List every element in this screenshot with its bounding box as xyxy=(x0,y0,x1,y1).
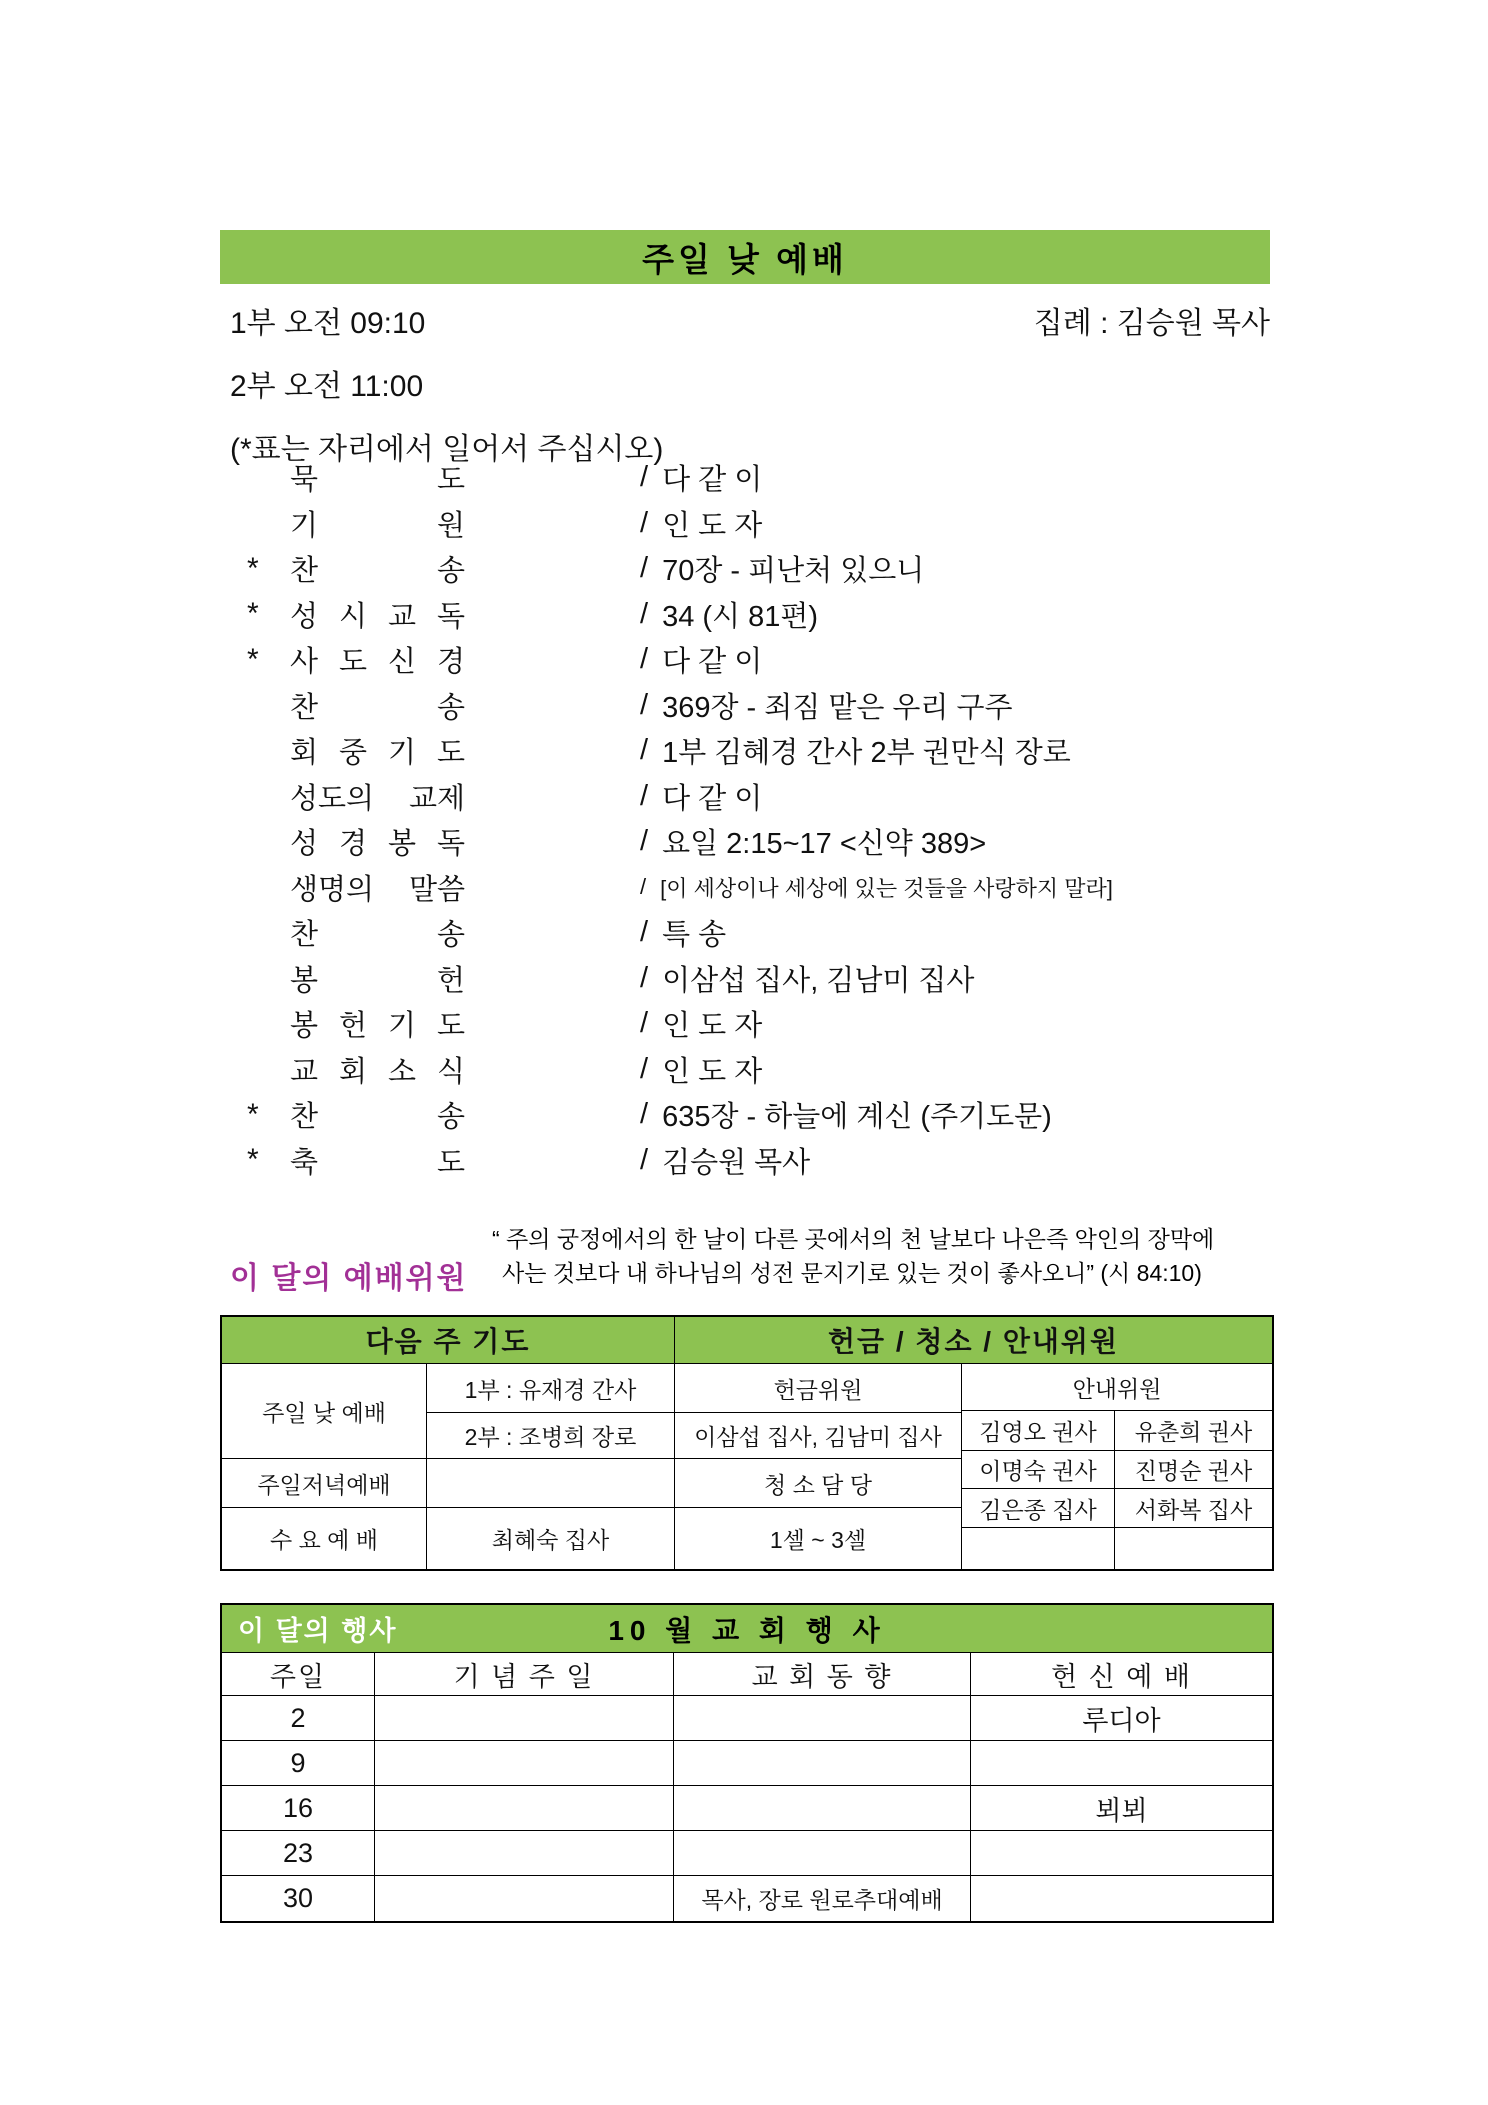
events-cell: 목사, 장로 원로추대예배 xyxy=(674,1876,971,1921)
committee-table-right xyxy=(962,1364,1272,1569)
events-section-label: 이 달의 행사 xyxy=(238,1616,398,1646)
cell-guide-member: 김영오 권사 xyxy=(962,1411,1115,1451)
service-item-value xyxy=(640,548,924,589)
cell-sunday-day-service: 주일 낮 예배 xyxy=(222,1364,427,1459)
events-cell xyxy=(375,1741,674,1786)
service-item-name: 찬 송 xyxy=(290,691,465,724)
officiant: 집례 : 김승원 목사 xyxy=(1033,307,1270,340)
cell-sunday-evening-service: 주일저녁예배 xyxy=(222,1459,427,1508)
cell-part2-prayer: 2부 : 조병희 장로 xyxy=(427,1413,675,1459)
cell-guide-member: 이명숙 권사 xyxy=(962,1451,1115,1489)
service-item-detail: 요일 2:15~17 <신약 389> xyxy=(662,828,987,861)
cell-offering-members: 이삼섭 집사, 김남미 집사 xyxy=(675,1413,962,1459)
committee-table xyxy=(220,1315,1274,1571)
service-item-value xyxy=(640,457,762,498)
events-cell xyxy=(674,1741,971,1786)
cell-guide-member: 유춘희 권사 xyxy=(1115,1411,1272,1451)
cell-cleaning-label: 청 소 담 당 xyxy=(675,1459,962,1508)
stand-note: (*표는 자리에서 일어서 주십시오) xyxy=(230,433,664,466)
events-table xyxy=(220,1603,1274,1923)
service-item xyxy=(220,592,1270,638)
cell-guide-member: 서화복 집사 xyxy=(1115,1489,1272,1528)
events-cell xyxy=(971,1876,1272,1921)
cell-wednesday-service: 수 요 예 배 xyxy=(222,1508,427,1569)
service-item-name: 묵 도 xyxy=(290,464,465,497)
stand-marker: * xyxy=(247,551,259,585)
service-item-detail: 635장 - 하늘에 계신 (주기도문) xyxy=(662,1101,1052,1134)
service-item xyxy=(220,1001,1270,1047)
header-offering-cleaning-guide: 헌금 / 청소 / 안내위원 xyxy=(675,1317,1272,1364)
service-item xyxy=(220,774,1270,820)
service-item xyxy=(220,956,1270,1002)
service-item-value xyxy=(640,503,762,544)
events-grid xyxy=(222,1653,1272,1921)
worship-title: 주일 낮 예배 xyxy=(642,240,848,278)
service-item xyxy=(220,1138,1270,1184)
service-item-detail: 34 (시 81편) xyxy=(662,600,819,633)
cell-evening-prayer-empty xyxy=(427,1459,675,1508)
service-item-name: 생명의 말씀 xyxy=(290,873,465,906)
committee-table-header xyxy=(222,1317,1272,1364)
events-cell xyxy=(375,1786,674,1831)
stand-marker: * xyxy=(247,642,259,676)
events-cell-date: 30 xyxy=(222,1876,375,1921)
service-item-name: 봉 헌 xyxy=(290,964,465,997)
service-item-name: 성 시 교 독 xyxy=(290,600,465,633)
order-of-service-list xyxy=(220,455,1270,1183)
service-item xyxy=(220,501,1270,547)
cell-guide-member: 김은종 집사 xyxy=(962,1489,1115,1528)
part1-time: 1부 오전 09:10 xyxy=(230,307,426,340)
service-item-name: 성도의 교제 xyxy=(290,782,465,815)
slash-separator: / xyxy=(640,643,649,676)
events-cell-date: 9 xyxy=(222,1741,375,1786)
cell-guide-committee-label: 안내위원 xyxy=(962,1364,1272,1411)
service-item-name: 봉 헌 기 도 xyxy=(290,1010,465,1043)
service-item-detail: 특 송 xyxy=(662,919,727,952)
events-col-church-trend: 교 회 동 향 xyxy=(674,1653,971,1696)
events-cell-date: 2 xyxy=(222,1696,375,1741)
scripture-quote xyxy=(492,1222,1282,1290)
slash-separator: / xyxy=(640,1007,649,1040)
slash-separator: / xyxy=(640,1052,649,1085)
stand-marker: * xyxy=(247,1097,259,1131)
service-item-detail: 인 도 자 xyxy=(662,1055,763,1088)
service-item-value xyxy=(640,685,1013,726)
service-item-detail: 369장 - 죄짐 맡은 우리 구주 xyxy=(662,691,1013,724)
cell-guide-member: 진명순 권사 xyxy=(1115,1451,1272,1489)
cell-cleaning-cells: 1셀 ~ 3셀 xyxy=(675,1508,962,1569)
service-item-detail: 다 같 이 xyxy=(662,782,763,815)
service-item xyxy=(220,1047,1270,1093)
events-col-dedication: 헌 신 예 배 xyxy=(971,1653,1272,1696)
events-cell xyxy=(674,1786,971,1831)
service-item-detail: 다 같 이 xyxy=(662,464,763,497)
cell-guide-empty xyxy=(1115,1528,1272,1569)
committee-section-label: 이 달의 예배위원 xyxy=(230,1262,468,1295)
service-item-value xyxy=(640,776,762,817)
events-cell-date: 23 xyxy=(222,1831,375,1876)
events-cell xyxy=(971,1741,1272,1786)
service-item-value xyxy=(640,912,726,953)
events-col-sunday: 주일 xyxy=(222,1653,375,1696)
committee-table-body xyxy=(222,1364,1272,1569)
service-item-value xyxy=(640,639,762,680)
service-item-detail: 1부 김혜경 간사 2부 권만식 장로 xyxy=(662,737,1071,770)
slash-separator: / xyxy=(640,1143,649,1176)
service-item xyxy=(220,910,1270,956)
slash-separator: / xyxy=(640,874,647,900)
service-item-detail: 70장 - 피난처 있으니 xyxy=(662,555,925,588)
service-item-detail: 김승원 목사 xyxy=(662,1146,811,1179)
events-cell xyxy=(375,1876,674,1921)
stand-marker: * xyxy=(247,1143,259,1177)
slash-separator: / xyxy=(640,552,649,585)
service-item-value xyxy=(640,1003,762,1044)
events-cell: 뵈뵈 xyxy=(971,1786,1272,1831)
slash-separator: / xyxy=(640,688,649,721)
service-item-detail: 이삼섭 집사, 김남미 집사 xyxy=(662,964,975,997)
service-item-name: 성 경 봉 독 xyxy=(290,828,465,861)
events-cell: 루디아 xyxy=(971,1696,1272,1741)
service-item-value xyxy=(640,594,818,635)
cell-offering-committee-label: 헌금위원 xyxy=(675,1364,962,1413)
events-cell xyxy=(971,1831,1272,1876)
service-item-name: 회 중 기 도 xyxy=(290,737,465,770)
events-title: 10 월 교 회 행 사 xyxy=(608,1614,886,1646)
service-item-name: 찬 송 xyxy=(290,919,465,952)
events-cell-date: 16 xyxy=(222,1786,375,1831)
slash-separator: / xyxy=(640,779,649,812)
service-times-row xyxy=(230,298,1270,342)
service-item-detail: [이 세상이나 세상에 있는 것들을 사랑하지 말라] xyxy=(660,875,1113,901)
service-item xyxy=(220,819,1270,865)
service-item-value xyxy=(640,872,1113,903)
service-item xyxy=(220,683,1270,729)
service-item xyxy=(220,728,1270,774)
service-item-value xyxy=(640,1094,1052,1135)
service-item-name: 교 회 소 식 xyxy=(290,1055,465,1088)
service-item-name: 기 원 xyxy=(290,509,465,542)
service-item-name: 찬 송 xyxy=(290,555,465,588)
cell-part1-prayer: 1부 : 유재경 간사 xyxy=(427,1364,675,1413)
events-cell xyxy=(674,1696,971,1741)
service-item-detail: 인 도 자 xyxy=(662,1010,763,1043)
service-item-name: 찬 송 xyxy=(290,1101,465,1134)
worship-title-bar xyxy=(220,230,1270,284)
events-title-bar xyxy=(222,1605,1272,1653)
cell-wednesday-prayer: 최혜숙 집사 xyxy=(427,1508,675,1569)
slash-separator: / xyxy=(640,825,649,858)
service-item xyxy=(220,637,1270,683)
events-cell xyxy=(375,1696,674,1741)
slash-separator: / xyxy=(640,597,649,630)
part2-time: 2부 오전 11:00 xyxy=(230,370,424,403)
committee-table-left xyxy=(222,1364,962,1569)
service-item-value xyxy=(640,730,1071,771)
service-item-value xyxy=(640,1049,762,1090)
service-item-value xyxy=(640,1140,810,1181)
service-item xyxy=(220,865,1270,911)
service-item-value xyxy=(640,821,986,862)
slash-separator: / xyxy=(640,916,649,949)
slash-separator: / xyxy=(640,461,649,494)
header-next-week-prayer: 다음 주 기도 xyxy=(222,1317,675,1364)
service-item-value xyxy=(640,958,974,999)
service-item xyxy=(220,546,1270,592)
service-item-name: 축 도 xyxy=(290,1146,465,1179)
service-item-name: 사 도 신 경 xyxy=(290,646,465,679)
scripture-quote-line2: 사는 것보다 내 하나님의 성전 문지기로 있는 것이 좋사오니” (시 84:10) xyxy=(502,1260,1202,1286)
events-cell xyxy=(674,1831,971,1876)
slash-separator: / xyxy=(640,1098,649,1131)
service-item xyxy=(220,455,1270,501)
stand-marker: * xyxy=(247,597,259,631)
slash-separator: / xyxy=(640,961,649,994)
scripture-quote-line1: “ 주의 궁정에서의 한 날이 다른 곳에서의 천 날보다 나은즉 악인의 장막에 xyxy=(492,1226,1215,1252)
events-cell xyxy=(375,1831,674,1876)
cell-guide-empty xyxy=(962,1528,1115,1569)
service-item-detail: 다 같 이 xyxy=(662,646,763,679)
events-col-memorial: 기 념 주 일 xyxy=(375,1653,674,1696)
service-item-detail: 인 도 자 xyxy=(662,509,763,542)
slash-separator: / xyxy=(640,734,649,767)
service-item xyxy=(220,1092,1270,1138)
slash-separator: / xyxy=(640,506,649,539)
